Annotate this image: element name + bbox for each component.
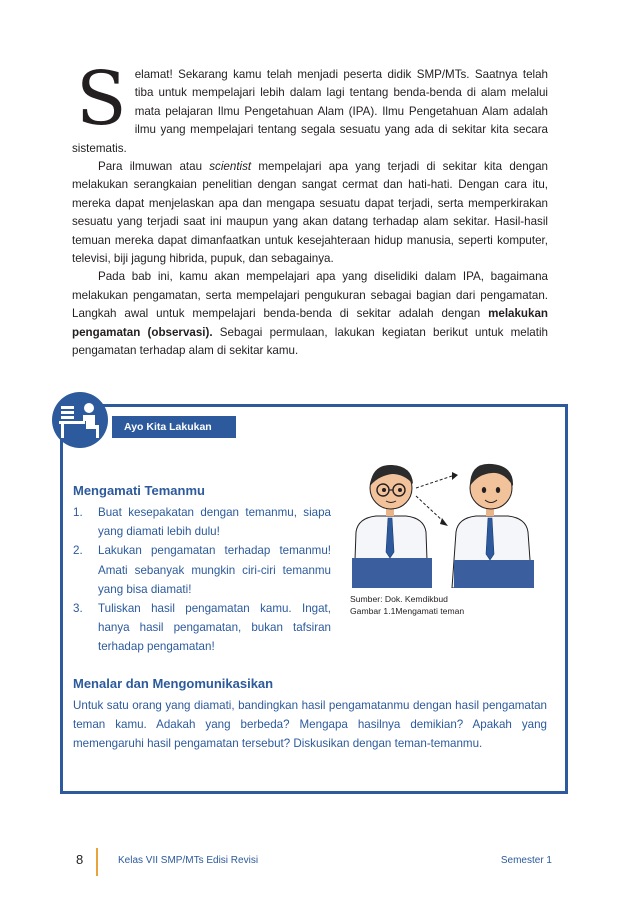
intro-p3-b: Sebagai permulaan, lakukan kegiatan berikut untuk melatih pengamatan terhadap alam di sekitar kamu. [72, 325, 548, 358]
step-item [73, 503, 331, 541]
footer-book-title: Kelas VII SMP/MTs Edisi Revisi [118, 855, 259, 866]
caption-figure: Gambar 1.1Mengamati teman [350, 606, 465, 616]
page-number: 8 [76, 852, 84, 867]
step-item [73, 541, 331, 599]
intro-p1-text: elamat! Sekarang kamu telah menjadi peserta didik SMP/MTs. Saatnya telah tiba untuk mempelajari lebih dalam lagi tentang benda-benda di alam melalui mata pelajaran Ilmu Pengetahuan Alam (IPA). Ilmu Pengetahuan Alam adalah ilmu yang mempelajari tentang segala sesuatu yang ada di sekitar kita secara sistematis. [72, 68, 548, 155]
intro-paragraph-2 [72, 158, 548, 268]
footer-divider [96, 848, 98, 876]
step-number: 2. [73, 544, 83, 558]
students-illustration [344, 460, 544, 588]
section-title-reasoning: Menalar dan Mengomunikasikan [73, 676, 274, 691]
student-desk-icon [52, 392, 108, 448]
drop-cap: S [76, 56, 127, 142]
step-text: Tuliskan hasil pengamatan kamu. Ingat, hanya hasil pengamatan, bukan tafsiran terhadap pengamatan! [98, 602, 331, 654]
footer-semester: Semester 1 [500, 855, 552, 866]
intro-p3-bold: melakukan pengamatan (observasi). [72, 307, 548, 339]
intro-p3-a: Pada bab ini, kamu akan mempelajari apa yang diselidiki dalam IPA, bagaimana melakukan pengamatan, serta mempelajari pengukuran sebagai bagian dari pengamatan. Langkah awal untuk mempelajari benda-benda di sekitar adalah dengan [72, 270, 548, 321]
section-title-observe: Mengamati Temanmu [73, 483, 205, 498]
step-item [73, 599, 331, 657]
step-number: 3. [73, 602, 83, 616]
step-text: Lakukan pengamatan terhadap temanmu! Amati sebanyak mungkin ciri-ciri temanmu yang bisa diamati! [98, 544, 331, 596]
caption-source: Sumber: Dok. Kemdikbud [350, 594, 448, 604]
intro-text [72, 56, 549, 361]
step-text: Buat kesepakatan dengan temanmu, siapa yang diamati lebih dulu! [98, 506, 331, 539]
activity-tab: Ayo Kita Lakukan [112, 416, 236, 438]
intro-paragraph-3 [72, 268, 548, 360]
activity-badge [52, 392, 108, 448]
intro-p2-b: mempelajari apa yang terjadi di sekitar kita dengan melakukan serangkaian penelitian dengan sangat cermat dan hati-hati. Dengan cara itu, mereka dapat menjelaskan apa dan mengapa sesuatu dapat terjadi, serta memperkirakan sesuatu yang terjadi saat ini maupun yang akan datang terhadap alam sekitar. Hasil-hasil temuan mereka dapat dimanfaatkan untuk kesejahteraan hidup manusia, seperti komputer, televisi, biji jagung hibrida, pupuk, dan sebagainya. [72, 160, 549, 266]
reasoning-text: Untuk satu orang yang diamati, bandingkan hasil pengamatanmu dengan hasil pengamatan teman kamu. Adakah yang berbeda? Mengapa hasilnya demikian? Apakah yang memengaruhi hasil pengamatan tersebut? Diskusikan dengan teman-temanmu. [73, 699, 547, 751]
steps-list [73, 503, 331, 657]
intro-p2-a: Para ilmuwan atau [98, 160, 210, 174]
figure-caption [350, 593, 464, 617]
intro-p2-italic: scientist [209, 160, 252, 174]
intro-paragraph-1 [72, 56, 548, 158]
step-number: 1. [73, 506, 83, 519]
